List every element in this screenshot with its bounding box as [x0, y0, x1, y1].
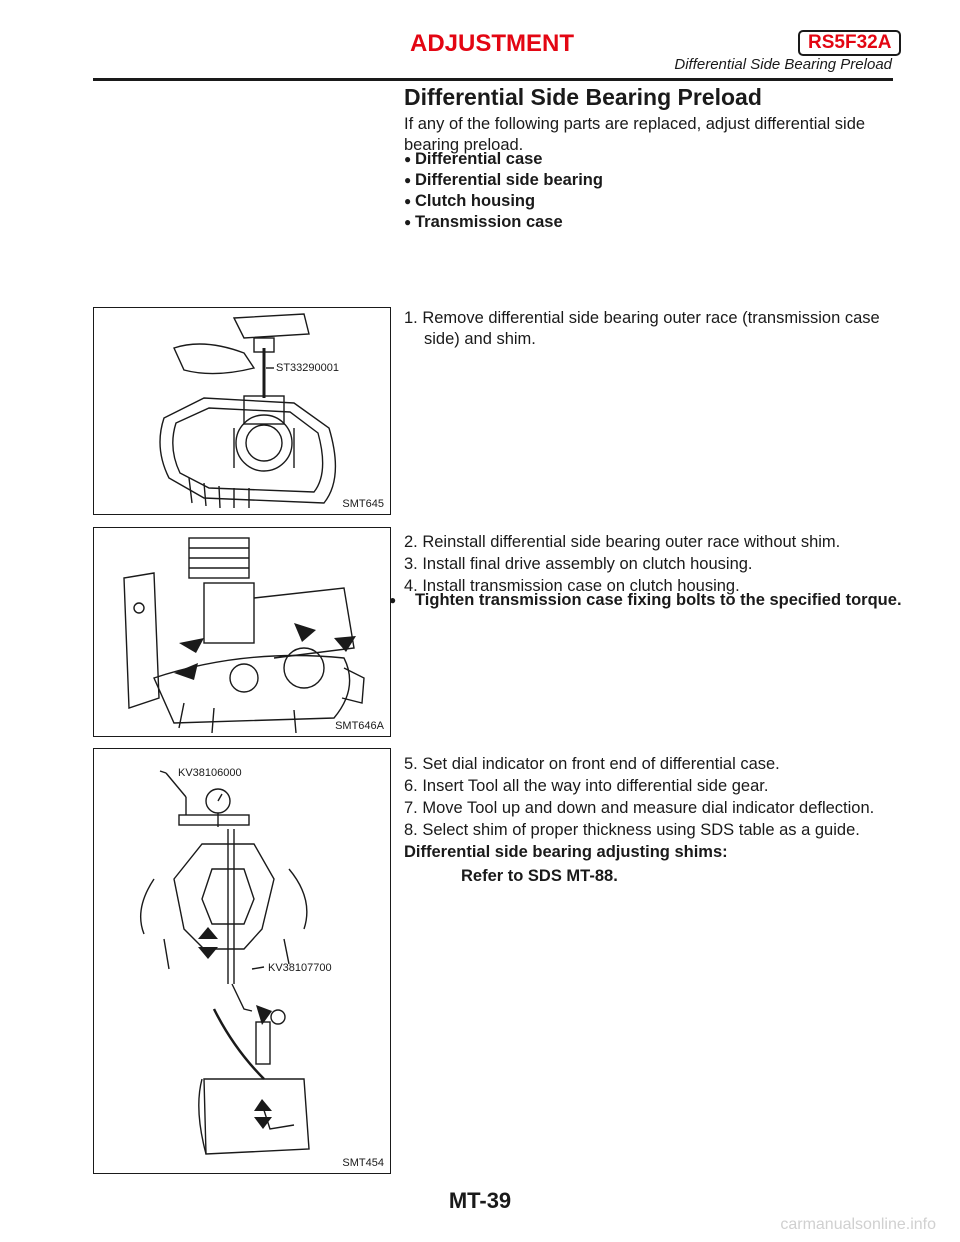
figure-caption: SMT646A [335, 720, 384, 732]
header-rule [93, 78, 893, 81]
bullet-icon: ● [389, 593, 397, 607]
step-2: 2. Reinstall differential side bearing outer race without shim. [404, 533, 841, 551]
bullet-icon: ● [404, 152, 412, 166]
section-title: Differential Side Bearing Preload [404, 84, 762, 110]
figure-caption: SMT645 [342, 498, 384, 510]
step-8: 8. Select shim of proper thickness using SDS table as a guide. [404, 821, 860, 839]
bullet-icon: ● [404, 194, 412, 208]
step-5: 5. Set dial indicator on front end of differential case. [404, 755, 780, 773]
transmission-case-illustration [94, 528, 390, 736]
bullet-item: ● Differential side bearing [404, 171, 603, 189]
tool-callout: ST33290001 [276, 362, 339, 374]
header-subtitle: Differential Side Bearing Preload [674, 56, 892, 73]
shim-label: Differential side bearing adjusting shims: [404, 843, 728, 861]
watermark: carmanualsonline.info [780, 1216, 936, 1233]
tool-callout: KV38107700 [268, 962, 332, 974]
bullet-item: ● Clutch housing [404, 192, 536, 210]
figure-caption: SMT454 [342, 1157, 384, 1169]
arrow-icons [198, 927, 272, 1129]
step-4: 4. Install transmission case on clutch housing. [404, 577, 740, 595]
bullet-icon: ● [404, 215, 412, 229]
step-7: 7. Move Tool up and down and measure dial indicator deflection. [404, 799, 875, 817]
page-number: MT-39 [448, 1188, 512, 1213]
bullet-icon: ● [404, 173, 412, 187]
step-3: 3. Install final drive assembly on clutch housing. [404, 555, 753, 573]
step-6: 6. Insert Tool all the way into differential side gear. [404, 777, 769, 795]
bullet-item: ● Differential case [404, 150, 543, 168]
tool-callout: KV38106000 [178, 767, 242, 779]
shim-reference: Refer to SDS MT-88. [461, 867, 618, 885]
dial-indicator-illustration [94, 749, 390, 1173]
bullet-item: ● Transmission case [404, 213, 563, 231]
header-title: ADJUSTMENT [410, 30, 575, 57]
torque-note: ● Tighten transmission case fixing bolts to the specified torque. [389, 591, 902, 609]
figure-smt454 [93, 748, 391, 1174]
model-code-badge: RS5F32A [798, 30, 901, 56]
intro-text: If any of the following parts are replaced, adjust differential side bearing preload. [404, 115, 866, 154]
bearing-puller-illustration [94, 308, 390, 514]
figure-smt646a [93, 527, 391, 737]
figure-smt645 [93, 307, 391, 515]
step-1: 1. Remove differential side bearing outer race (transmission case side) and shim. [404, 309, 880, 348]
